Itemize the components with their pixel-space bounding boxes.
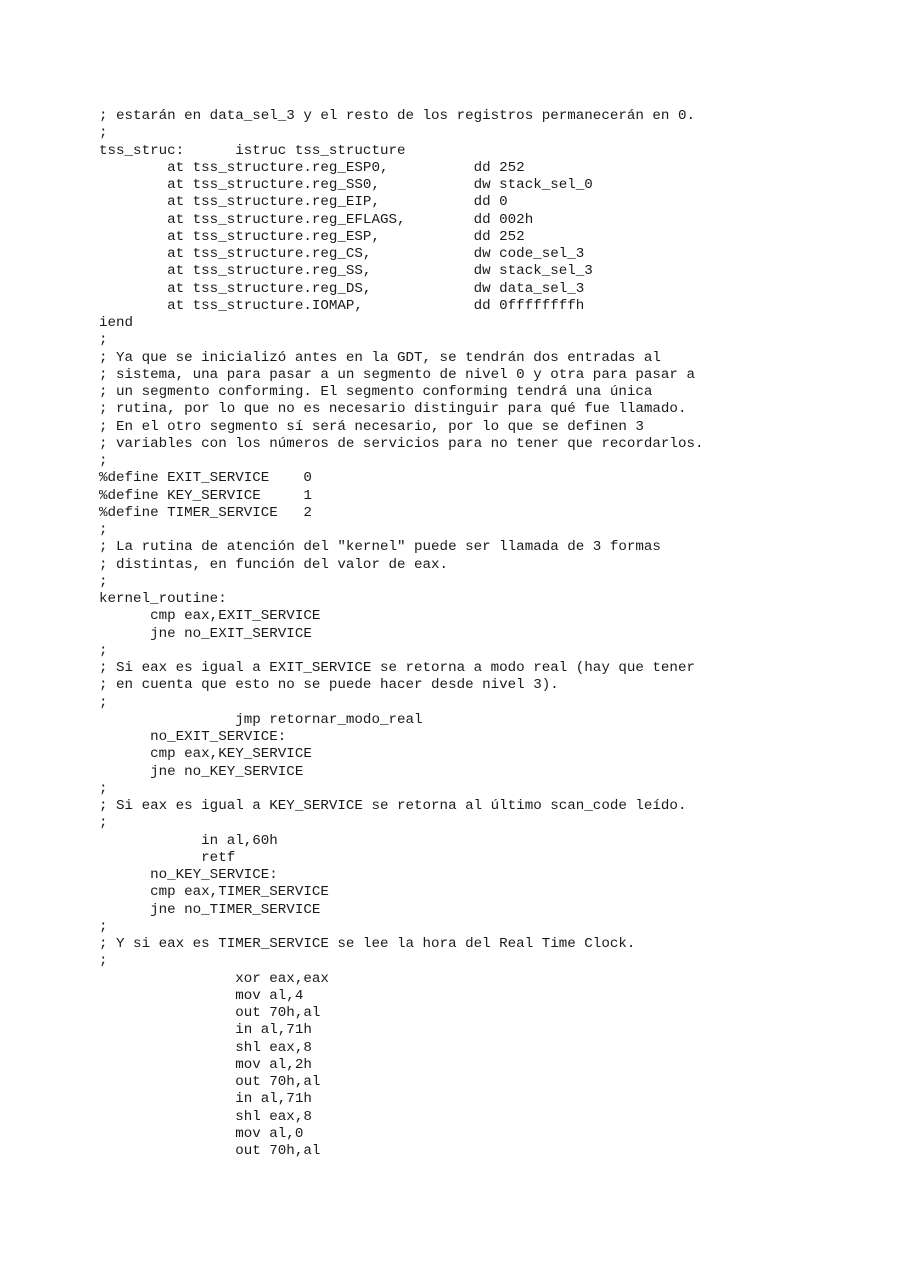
code-line: ; rutina, por lo que no es necesario distinguir para qué fue llamado. — [99, 401, 687, 418]
code-line: mov al,4 — [99, 987, 304, 1004]
code-line: cmp eax,KEY_SERVICE — [99, 746, 312, 763]
code-line: ; en cuenta que esto no se puede hacer desde nivel 3). — [99, 677, 559, 694]
code-line: %define EXIT_SERVICE 0 — [99, 470, 312, 487]
code-line: mov al,2h — [99, 1056, 312, 1073]
code-line: at tss_structure.reg_EFLAGS, dd 002h — [99, 211, 534, 228]
code-line: retf — [99, 849, 236, 866]
code-line: kernel_routine: — [99, 591, 227, 607]
code-line: jne no_TIMER_SERVICE — [99, 901, 321, 918]
code-line: in al,71h — [99, 1022, 312, 1039]
code-line: ; — [99, 332, 108, 349]
code-line: jne no_KEY_SERVICE — [99, 763, 304, 780]
code-line: at tss_structure.reg_CS, dw code_sel_3 — [99, 246, 585, 262]
code-line: xor eax,eax — [99, 970, 329, 987]
code-line: in al,60h — [99, 832, 278, 849]
code-line: ; — [99, 780, 108, 797]
code-line: %define TIMER_SERVICE 2 — [99, 504, 312, 521]
code-line: ; — [99, 573, 108, 590]
code-line: at tss_structure.reg_ESP, dd 252 — [99, 228, 525, 245]
code-line: iend — [99, 315, 134, 331]
code-line: ; — [99, 522, 108, 538]
code-line: no_EXIT_SERVICE: — [99, 729, 287, 745]
code-line: ; Ya que se inicializó antes en la GDT, se tendrán dos entradas al — [99, 349, 661, 366]
code-line: ; En el otro segmento sí será necesario, por lo que se definen 3 — [99, 418, 644, 435]
code-line: ; — [99, 918, 108, 935]
code-line: ; — [99, 453, 108, 469]
code-line: shl eax,8 — [99, 1108, 312, 1125]
code-line: at tss_structure.reg_SS, dw stack_sel_3 — [99, 263, 593, 280]
code-line: jne no_EXIT_SERVICE — [99, 625, 312, 642]
code-line: ; Si eax es igual a EXIT_SERVICE se retorna a modo real (hay que tener — [99, 660, 695, 676]
code-line: mov al,0 — [99, 1125, 304, 1142]
code-line: ; un segmento conforming. El segmento conforming tendrá una única — [99, 384, 653, 400]
code-line: ; estarán en data_sel_3 y el resto de los registros permanecerán en 0. — [99, 108, 695, 124]
code-line: at tss_structure.IOMAP, dd 0ffffffffh — [99, 297, 585, 314]
code-line: tss_struc: istruc tss_structure — [99, 142, 406, 159]
code-line: out 70h,al — [99, 1074, 321, 1090]
code-line: at tss_structure.reg_EIP, dd 0 — [99, 194, 508, 211]
code-line: at tss_structure.reg_SS0, dw stack_sel_0 — [99, 177, 593, 193]
code-line: ; Y si eax es TIMER_SERVICE se lee la hora del Real Time Clock. — [99, 936, 636, 952]
code-line: ; distintas, en función del valor de eax. — [99, 556, 449, 573]
code-line: jmp retornar_modo_real — [99, 711, 423, 728]
code-line: ; — [99, 642, 108, 659]
code-line: %define KEY_SERVICE 1 — [99, 487, 312, 504]
code-line: no_KEY_SERVICE: — [99, 867, 278, 883]
code-line: ; Si eax es igual a KEY_SERVICE se retorna al último scan_code leído. — [99, 798, 687, 814]
code-line: ; — [99, 125, 108, 142]
code-line: ; — [99, 815, 108, 832]
code-line: shl eax,8 — [99, 1039, 312, 1056]
code-line: at tss_structure.reg_DS, dw data_sel_3 — [99, 280, 585, 297]
code-line: ; — [99, 953, 108, 970]
code-line: ; La rutina de atención del "kernel" puede ser llamada de 3 formas — [99, 539, 661, 556]
code-line: at tss_structure.reg_ESP0, dd 252 — [99, 159, 525, 176]
code-line: ; — [99, 694, 108, 711]
code-line: ; variables con los números de servicios para no tener que recordarlos. — [99, 435, 704, 452]
code-line: out 70h,al — [99, 1005, 321, 1021]
code-line: cmp eax,EXIT_SERVICE — [99, 608, 321, 625]
code-line: in al,71h — [99, 1091, 312, 1108]
code-line: ; sistema, una para pasar a un segmento de nivel 0 y otra para pasar a — [99, 366, 695, 383]
code-line: out 70h,al — [99, 1143, 321, 1159]
code-line: cmp eax,TIMER_SERVICE — [99, 884, 329, 901]
